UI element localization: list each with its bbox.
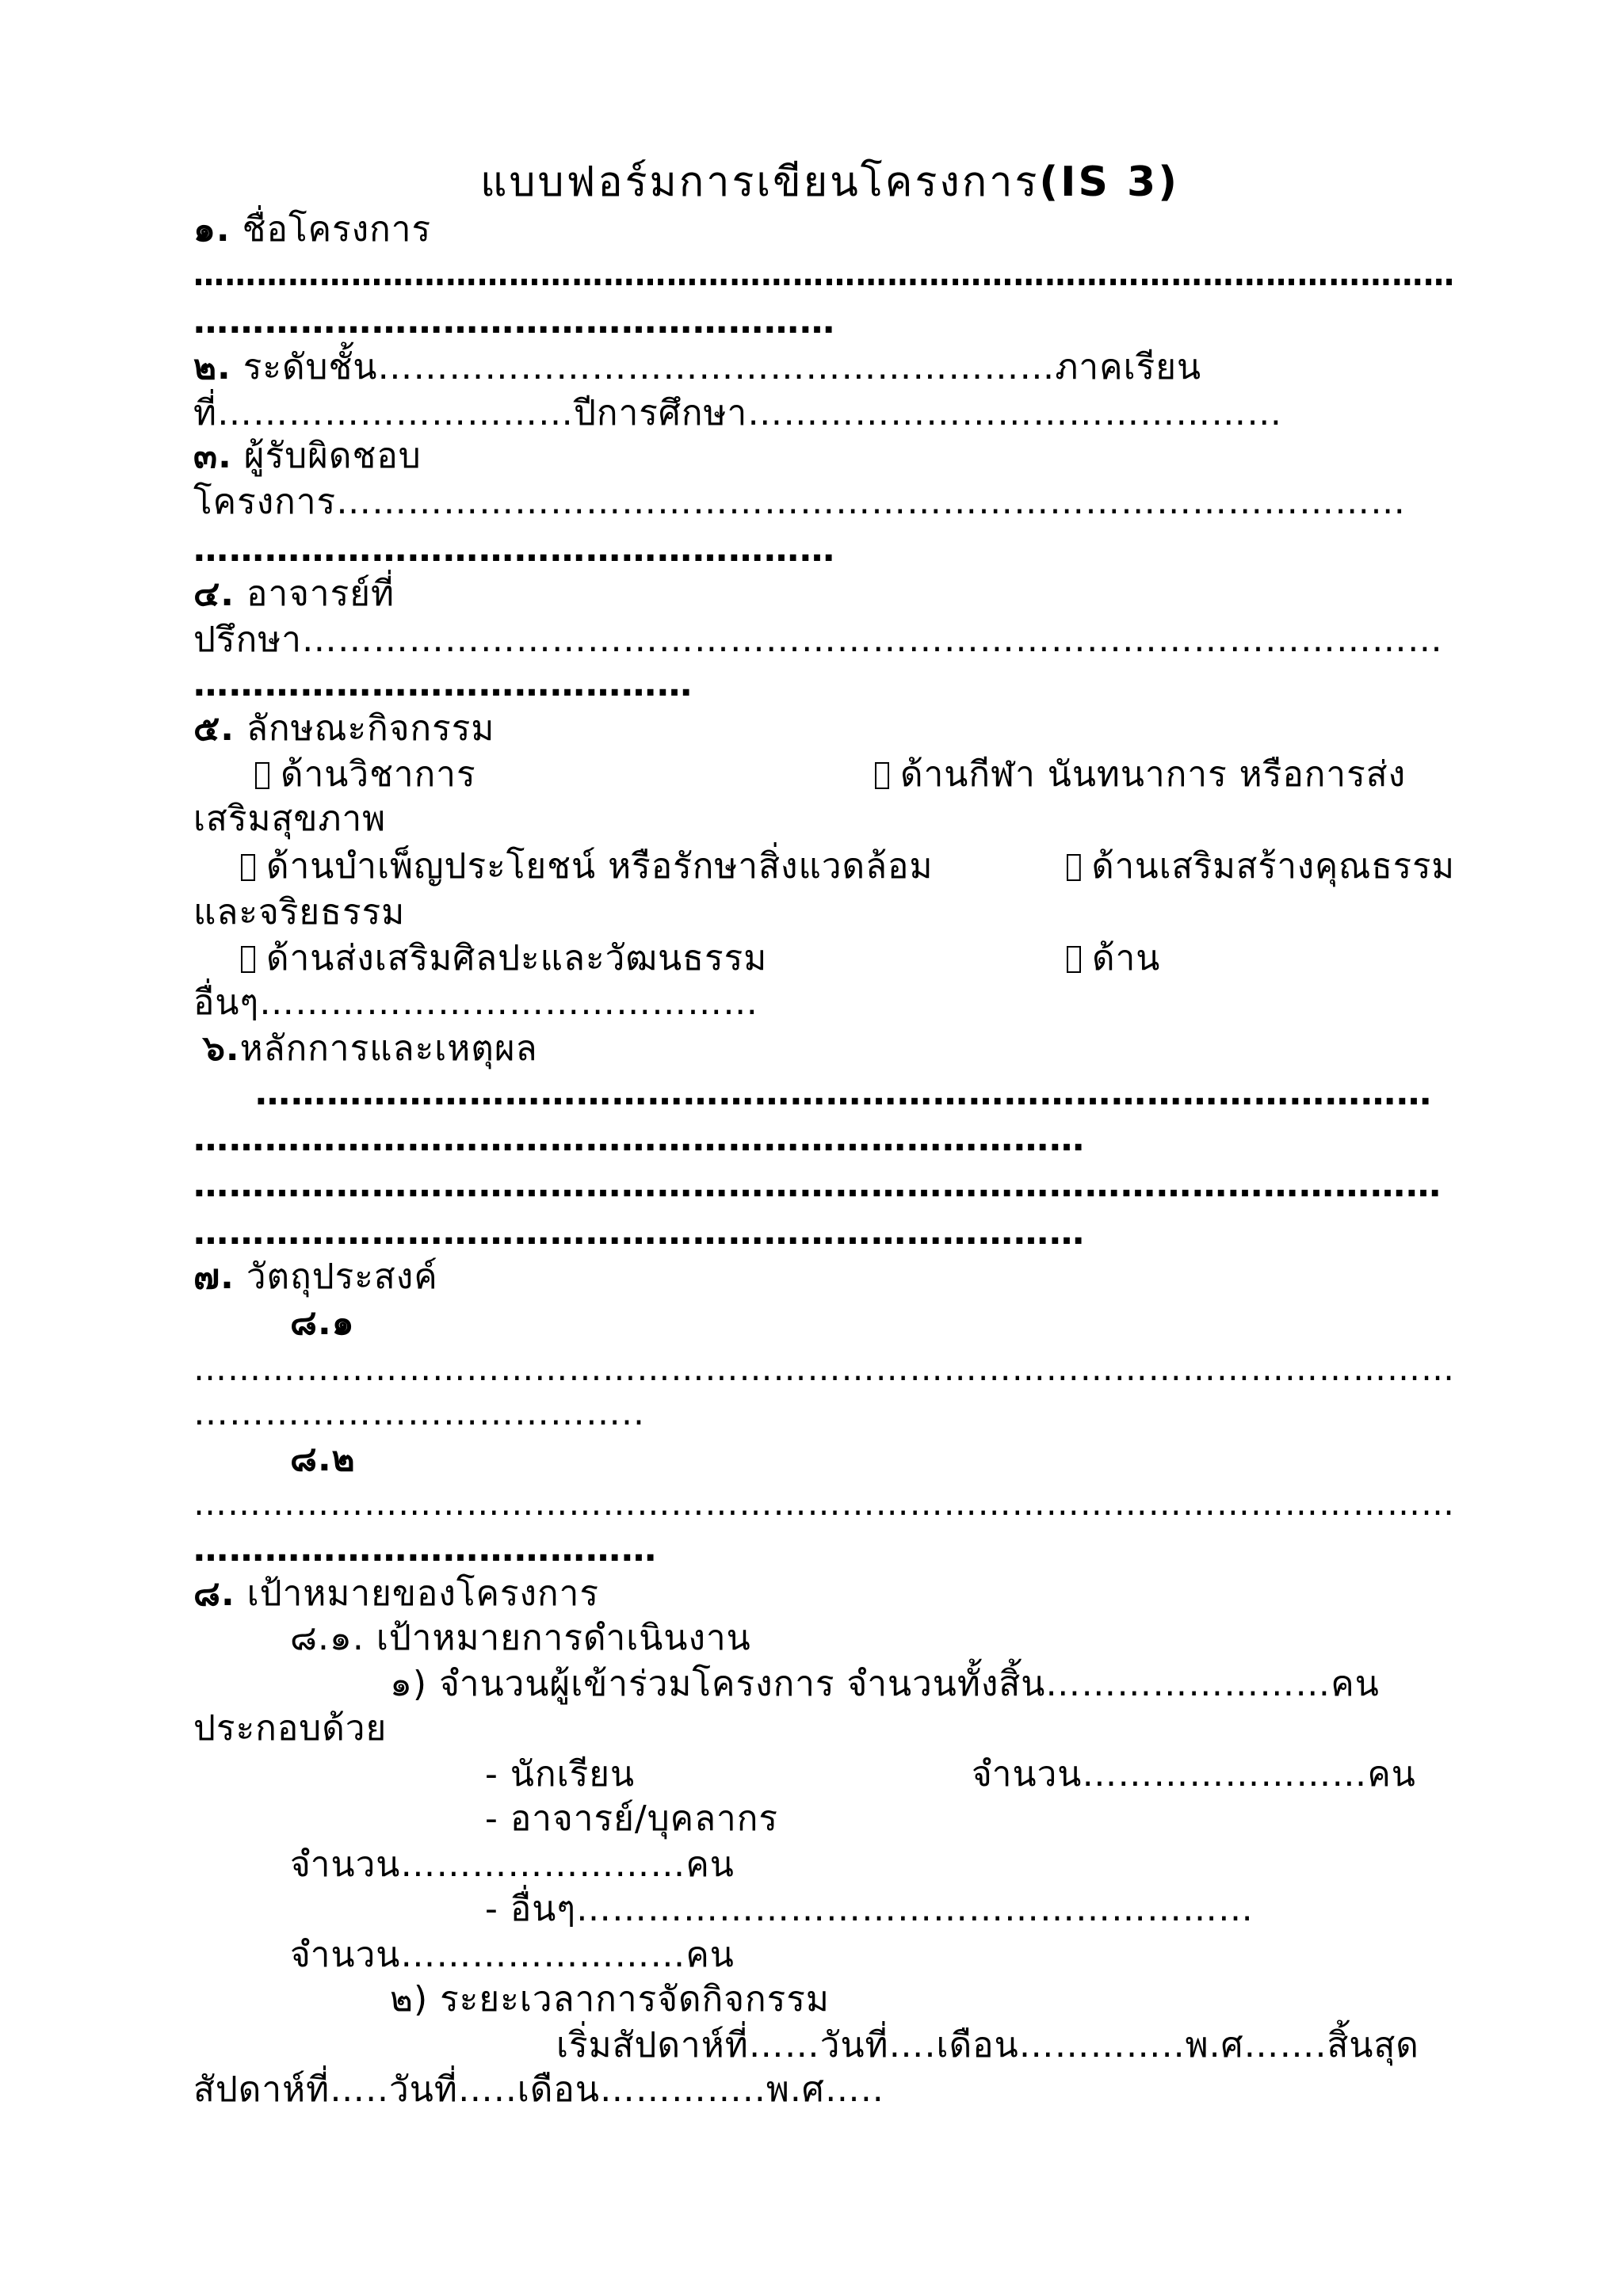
- section-2-heading: [193, 345, 1201, 390]
- option-ethics[interactable]: [1067, 845, 1455, 889]
- checkbox-icon[interactable]: [255, 762, 269, 789]
- section-6-fill-line-1[interactable]: ………………………………………………………………………………………: [255, 1073, 1432, 1113]
- section-3-label: ผู้รับผิดชอบ: [243, 436, 422, 476]
- objective-2-line-1[interactable]: …………………………………………………………………………………………………: [193, 1483, 1456, 1524]
- teachers-count[interactable]: จำนวน……………………คน: [290, 1844, 735, 1885]
- checkbox-icon[interactable]: [241, 946, 255, 973]
- section-5-number: ๕.: [193, 708, 235, 749]
- option-service-label: ด้านบำเพ็ญประโยชน์ หรือรักษาสิ่งแวดล้อม: [266, 846, 934, 887]
- participants-consist-of: ประกอบด้วย: [193, 1708, 388, 1749]
- section-6-fill-line-4[interactable]: …………………………………………………………………: [193, 1212, 1085, 1253]
- checkbox-icon[interactable]: [1067, 854, 1081, 881]
- duration-start[interactable]: เริ่มสัปดาห์ที่……วันที่….เดือน…………..พ.ศ…….สิ้นสุด: [556, 2025, 1419, 2065]
- section-4-line-3[interactable]: ……………………………………: [193, 664, 693, 704]
- objective-1-line-1[interactable]: …………………………………………………………………………………………………: [193, 1348, 1456, 1389]
- option-academic[interactable]: [255, 753, 476, 797]
- option-sport-continued: เสริมสุขภาพ: [193, 799, 387, 839]
- section-1-number: ๑.: [193, 209, 231, 250]
- option-other-label: ด้าน: [1092, 938, 1161, 978]
- goal-subheading: ๘.๑. เป้าหมายการดำเนินงาน: [290, 1618, 751, 1658]
- section-8-heading: [193, 1572, 599, 1616]
- section-3-number: ๓.: [193, 436, 232, 476]
- section-1-heading: [193, 208, 431, 252]
- option-other-continued[interactable]: อื่นๆ……………………………………: [193, 982, 759, 1023]
- section-6-fill-line-2[interactable]: …………………………………………………………………: [193, 1119, 1085, 1159]
- others-count[interactable]: จำนวน……………………คน: [290, 1935, 735, 1975]
- section-7-label: วัตถุประสงค์: [246, 1257, 438, 1297]
- duration-end[interactable]: สัปดาห์ที่…..วันที่…..เดือน…………..พ.ศ…..: [193, 2069, 884, 2110]
- section-4-heading: [193, 572, 395, 616]
- section-2-line-2[interactable]: ที่…………………………ปีการศึกษา………………………………………: [193, 393, 1283, 433]
- students-count[interactable]: จำนวน……………………คน: [972, 1754, 1416, 1794]
- section-8-number: ๘.: [193, 1573, 235, 1614]
- option-culture[interactable]: [241, 936, 767, 981]
- form-code: (IS 3): [1039, 158, 1180, 206]
- checkbox-icon[interactable]: [241, 854, 255, 881]
- section-7-number: ๗.: [193, 1257, 235, 1297]
- students-label: - นักเรียน: [485, 1754, 636, 1794]
- option-academic-label: ด้านวิชาการ: [281, 754, 476, 795]
- others-label[interactable]: - อื่นๆ…………………………………………………: [485, 1889, 1254, 1929]
- section-1-fill-line-2[interactable]: ………………………………………………: [193, 301, 835, 341]
- participants-total[interactable]: ๑) จำนวนผู้เข้าร่วมโครงการ จำนวนทั้งสิ้น……………………คน: [390, 1664, 1380, 1704]
- section-1-label: ชื่อโครงการ: [242, 209, 432, 250]
- option-ethics-continued: และจริยธรรม: [193, 892, 406, 933]
- section-4-number: ๔.: [193, 574, 235, 614]
- option-sport[interactable]: [875, 753, 1406, 797]
- section-2-number: ๒.: [193, 347, 231, 387]
- teachers-label: - อาจารย์/บุคลากร: [485, 1798, 779, 1839]
- option-other[interactable]: [1067, 936, 1160, 981]
- section-5-heading: [193, 707, 495, 751]
- section-1-fill-line-1[interactable]: …………………………………………………………………………………………………………: [193, 254, 1455, 294]
- objective-2-number: ๘.๒: [290, 1439, 356, 1479]
- section-3-line-3[interactable]: ………………………………………………: [193, 529, 835, 570]
- section-4-line-2[interactable]: ปรึกษา……………………………………………………………………………………: [193, 620, 1443, 660]
- option-sport-label: ด้านกีฬา นันทนาการ หรือการส่ง: [900, 754, 1407, 795]
- section-6-label: หลักการและเหตุผล: [239, 1028, 538, 1069]
- option-ethics-label: ด้านเสริมสร้างคุณธรรม: [1091, 846, 1455, 887]
- section-3-line-2[interactable]: โครงการ………………………………………………………………………………: [193, 482, 1407, 522]
- checkbox-icon[interactable]: [875, 762, 889, 789]
- checkbox-icon[interactable]: [1067, 946, 1081, 973]
- section-2-label[interactable]: ระดับชั้น…………………………………………………ภาคเรียน: [242, 347, 1202, 387]
- section-4-label: อาจารย์ที่: [246, 574, 395, 614]
- section-7-heading: [193, 1255, 438, 1299]
- option-service[interactable]: [241, 845, 934, 889]
- section-6-fill-line-3[interactable]: ……………………………………………………………………………………………: [193, 1165, 1442, 1205]
- section-8-label: เป้าหมายของโครงการ: [246, 1573, 599, 1614]
- option-culture-label: ด้านส่งเสริมศิลปะและวัฒนธรรม: [266, 938, 768, 978]
- section-6-heading: [203, 1027, 538, 1071]
- section-6-number: ๖.: [203, 1028, 240, 1069]
- form-title: [480, 157, 1179, 208]
- section-5-label: ลักษณะกิจกรรม: [246, 708, 495, 749]
- section-3-heading: [193, 434, 422, 479]
- duration-heading: ๒) ระยะเวลาการจัดกิจกรรม: [390, 1979, 830, 2019]
- objective-2-line-2[interactable]: …………………………………: [193, 1529, 657, 1569]
- objective-1-line-2[interactable]: ………………………………..: [193, 1393, 645, 1433]
- objective-1-number: ๘.๑: [290, 1302, 355, 1343]
- form-title-text: แบบฟอร์มการเขียนโครงการ: [480, 158, 1040, 206]
